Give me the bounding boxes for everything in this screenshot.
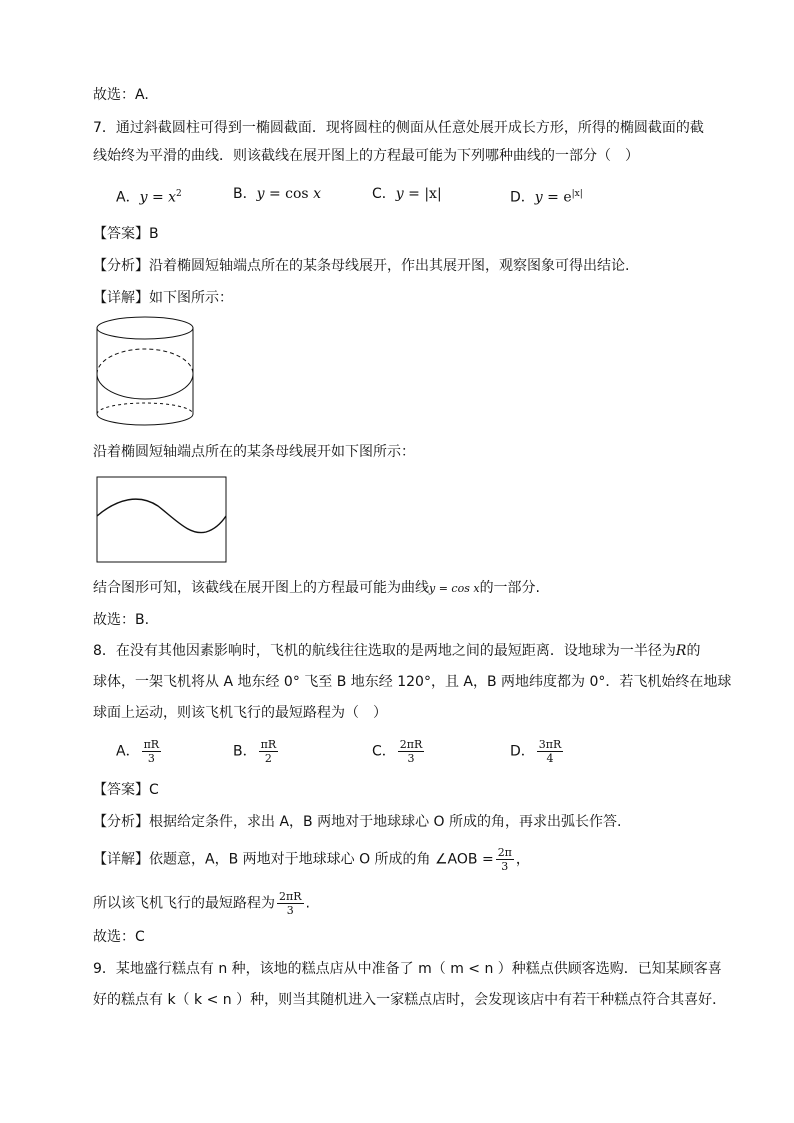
- q8-line1: 8．在没有其他因素影响时，飞机的航线往往选取的是两地之间的最短距离．设地球为一半径为R的: [93, 643, 701, 659]
- q8-option-b: B． $\frac{\pi R}{2}$: [233, 738, 277, 765]
- cylinder-top-ellipse: [97, 317, 193, 339]
- q8-detail: 【详解】依题意，A，B 两地对于地球球心 O 所成的角 ∠AOB = $\frac{2\pi}{3}$ ，: [93, 846, 530, 873]
- q7-unfold-text: 沿着椭圆短轴端点所在的某条母线展开如下图所示：: [93, 444, 415, 460]
- q8-option-a: A． $\frac{\pi R}{3}$: [116, 738, 160, 765]
- cosine-curve: [97, 499, 226, 532]
- q7-option-c: C．y = |x|: [372, 186, 442, 202]
- q8-conclusion: 所以该飞机飞行的最短路程为 $\frac{2\pi R}{3}$ .: [93, 890, 310, 917]
- unfolded-figure: [96, 476, 228, 564]
- q7-line2: 线始终为平滑的曲线．则该截线在展开图上的方程最可能为下列哪种曲线的一部分（ ）: [93, 148, 639, 164]
- q9-line2: 好的糕点有 k（ k < n ）种，则当其随机进入一家糕点店时，会发现该店中有若干种糕点符合其喜好．: [93, 992, 727, 1008]
- q7-detail: 【详解】如下图所示：: [93, 290, 233, 306]
- q7-final: 故选：B.: [93, 612, 150, 628]
- q8-line3: 球面上运动，则该飞机飞行的最短路程为（ ）: [93, 705, 387, 721]
- cylinder-bottom-front: [97, 414, 193, 425]
- line-prev-answer: 故选：A.: [93, 87, 149, 103]
- q7-answer: 【答案】B: [93, 226, 159, 242]
- q8-final: 故选：C: [93, 929, 145, 945]
- q7-conclusion: 结合图形可知，该截线在展开图上的方程最可能为曲线y = cos x的一部分.: [93, 580, 541, 596]
- q8-analysis: 【分析】根据给定条件，求出 A，B 两地对于地球球心 O 所成的角，再求出弧长作答.: [93, 814, 622, 830]
- cylinder-bottom-back: [97, 403, 193, 414]
- q8-option-d: D． $\frac{3\pi R}{4}$: [510, 738, 562, 765]
- cylinder-figure: [93, 312, 197, 428]
- q8-option-c: C． $\frac{2\pi R}{3}$: [372, 738, 423, 765]
- unfolded-rectangle: [97, 477, 226, 562]
- q7-option-d: D．$y = e^{|x|}$: [510, 189, 583, 206]
- ellipse-section-back: [97, 349, 193, 374]
- q7-line1: 7．通过斜截圆柱可得到一椭圆截面．现将圆柱的侧面从任意处展开成长方形，所得的椭圆截面的截: [93, 120, 704, 136]
- q7-option-b: B．y = cos x: [233, 186, 321, 202]
- q8-line2: 球体，一架飞机将从 A 地东经 0° 飞至 B 地东经 120°，且 A，B 两地纬度都为 0°．若飞机始终在地球: [93, 674, 732, 690]
- ellipse-section-front: [97, 374, 193, 399]
- q7-analysis: 【分析】沿着椭圆短轴端点所在的某条母线展开，作出其展开图，观察图象可得出结论.: [93, 258, 630, 274]
- q9-line1: 9．某地盛行糕点有 n 种，该地的糕点店从中准备了 m（ m < n ）种糕点供顾客选购．已知某顾客喜: [93, 961, 722, 977]
- q7-option-a: A．$y = x^2$: [116, 189, 182, 206]
- q8-answer: 【答案】C: [93, 782, 159, 798]
